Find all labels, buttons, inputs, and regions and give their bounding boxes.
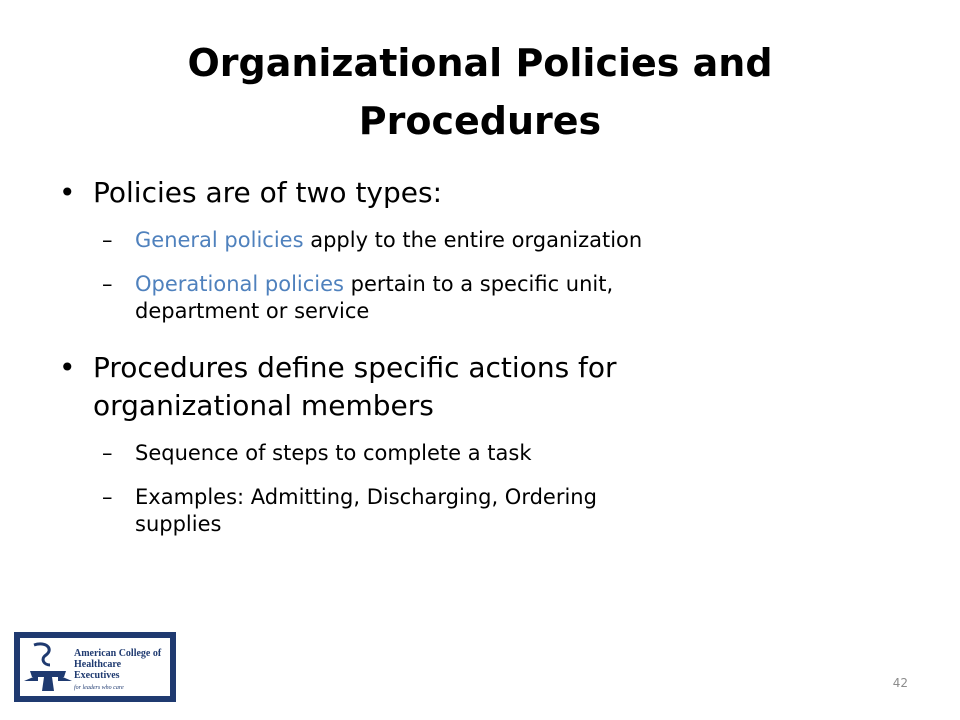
sub-item-examples — [56, 484, 876, 538]
bullet-dot: • — [59, 176, 76, 209]
sub-text-line2: department or service — [135, 299, 370, 323]
sub-list-policies — [56, 227, 876, 325]
lamp-icon — [24, 641, 72, 693]
logo-panel — [20, 638, 170, 696]
sub-highlight: General policies — [135, 228, 304, 252]
sub-item-sequence — [56, 440, 876, 467]
sub-dash: – — [102, 228, 113, 252]
logo-tagline: for leaders who care — [74, 685, 124, 691]
sub-text-line2: supplies — [135, 512, 222, 536]
sub-dash: – — [102, 485, 113, 509]
logo-wordmark — [74, 648, 168, 681]
sub-text: Sequence of steps to complete a task — [135, 441, 532, 465]
sub-text: Examples: Admitting, Discharging, Ordering — [135, 485, 597, 509]
sub-list-procedures — [56, 440, 876, 538]
sub-highlight: Operational policies — [135, 272, 344, 296]
slide-title-line2: Procedures — [358, 99, 602, 143]
sub-item-operational-policies — [56, 271, 876, 325]
logo-line1: American College of — [74, 648, 162, 659]
bullet-text: Policies are of two types: — [93, 176, 443, 209]
ache-logo — [14, 632, 176, 702]
bullet-policies — [56, 174, 876, 212]
sub-dash: – — [102, 441, 113, 465]
bullet-text: Procedures define specific actions for — [93, 351, 617, 384]
bullet-text-line2: organizational members — [93, 389, 434, 422]
logo-line2: Healthcare Executives — [74, 659, 122, 681]
sub-text: apply to the entire organization — [303, 228, 643, 252]
slide-title-line1: Organizational Policies and — [187, 41, 773, 85]
slide-content — [56, 174, 876, 555]
sub-item-general-policies — [56, 227, 876, 254]
sub-text: pertain to a specific unit, — [343, 272, 614, 296]
bullet-dot: • — [59, 351, 76, 384]
bullet-procedures — [56, 349, 876, 425]
sub-dash: – — [102, 272, 113, 296]
page-number: 42 — [892, 676, 908, 690]
slide-title — [80, 34, 880, 150]
